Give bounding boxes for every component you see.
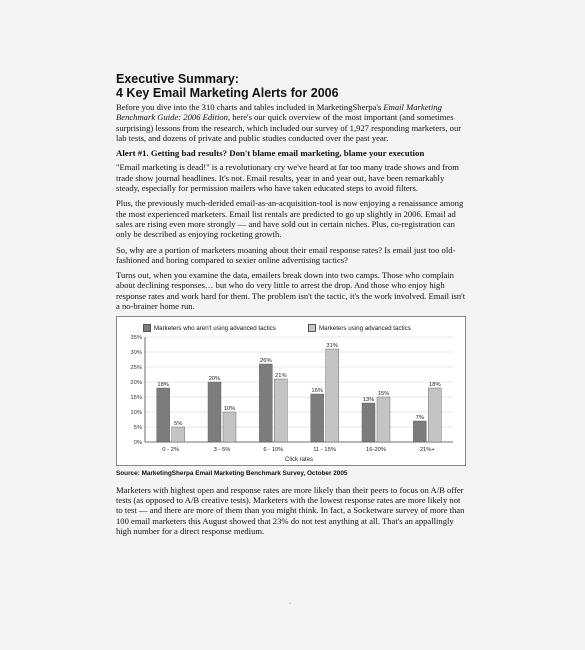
- title-line-1: Executive Summary:: [116, 72, 239, 86]
- x-tick-label: 6 - 10%: [263, 447, 284, 454]
- title-line-2: 4 Key Email Marketing Alerts for 2006: [116, 86, 339, 100]
- data-label: 26%: [260, 358, 272, 365]
- click-rate-chart: [116, 316, 466, 466]
- bar-dark: [259, 364, 272, 442]
- bar-dark: [157, 388, 170, 442]
- legend-label-light: Marketers using advanced tactics: [319, 324, 411, 332]
- bar-light: [428, 388, 441, 442]
- intro-text: Before you dive into the 310 charts and tables included in MarketingSherpa's: [116, 102, 384, 112]
- legend-label-dark: Marketers who aren't using advanced tactics: [154, 324, 276, 332]
- paragraph-3: So, why are a portion of marketers moaning about their email response rates? Is email just too old-fashioned and boring compared to sexier online advertising tactics?: [116, 244, 456, 265]
- bar-light: [326, 349, 339, 442]
- data-label: 15%: [377, 391, 390, 398]
- bar-light: [223, 412, 236, 442]
- data-label: 7%: [415, 415, 425, 422]
- x-tick-label: 0 - 2%: [162, 447, 180, 454]
- y-tick-label: 35%: [130, 335, 142, 342]
- y-tick-label: 15%: [130, 395, 142, 402]
- chart-source: Source: MarketingSherpa Email Marketing Benchmark Survey, October 2005: [116, 470, 348, 478]
- paragraph-2: Plus, the previously much-derided email-as-an-acquisition-tool is now enjoying a renaissance among the most experienced marketers. Email list rentals are predicted to go up slightly in 2006. Email ad sales are rising even more strongly — and have sold out in certain niches. Plus, co-registration can only be described as enjoying rocketing growth.: [116, 198, 464, 240]
- chart-plot: [117, 317, 465, 465]
- intro-italic-title: Email Marketing Benchmark Guide: 2006 Edition: [116, 102, 442, 123]
- x-tick-label: 11 - 15%: [313, 447, 337, 454]
- bar-light: [274, 379, 287, 442]
- bar-dark: [362, 403, 375, 442]
- alert-heading: Alert #1. Getting bad results? Don't blame email marketing, blame your execution: [116, 148, 425, 159]
- x-tick-label: 21%+: [419, 447, 435, 454]
- data-label: 5%: [173, 421, 183, 428]
- data-label: 10%: [223, 406, 236, 413]
- bar-dark: [208, 382, 221, 442]
- data-label: 16%: [311, 388, 323, 395]
- paragraph-1: "Email marketing is dead!" is a revolutionary cry we've heard at far too many trade shows and from trade show journal headlines. It's not. Email results, year in and year out, have been remarkably steady, especially for permission mailers who have taken educated steps to avoid filters.: [116, 162, 459, 194]
- data-label: 31%: [326, 343, 338, 350]
- data-label: 20%: [208, 376, 221, 383]
- paragraph-5: Marketers with highest open and response rates are more likely than their peers to focus on A/B offer tests (as opposed to A/B creative tests). Marketers with the lowest response rates are more likely not to test — and there are more of them than you might think. In fact, a Socketware survey of more than 100 email marketers this August showed that 23% do not test anything at all. That's an appallingly high number for a direct response medium.: [116, 484, 465, 536]
- bar-light: [377, 397, 390, 442]
- bar-dark: [311, 394, 324, 442]
- y-tick-label: 25%: [130, 365, 142, 372]
- paragraph-4: Turns out, when you examine the data, emailers break down into two camps. Those who complain about declining responses… but who do very little to arrest the drop. And those who enjoy high response rates and work hard for them. The problem isn't the tactic, it's the work involved. Email isn't a no-brainer home run.: [116, 270, 466, 312]
- y-tick-label: 5%: [133, 425, 142, 432]
- x-tick-label: 3 - 5%: [213, 447, 231, 454]
- x-axis-label: Click rates: [284, 457, 314, 464]
- y-tick-label: 20%: [130, 380, 142, 387]
- bar-dark: [413, 421, 426, 442]
- data-label: 18%: [157, 382, 169, 389]
- y-tick-label: 30%: [130, 350, 142, 357]
- x-tick-label: 16-20%: [366, 447, 386, 454]
- data-label: 21%: [275, 373, 287, 380]
- data-label: 13%: [362, 397, 375, 404]
- bar-light: [172, 427, 185, 442]
- page-mark: ·: [289, 601, 291, 607]
- y-tick-label: 0%: [133, 440, 142, 447]
- intro-paragraph: [116, 102, 466, 143]
- data-label: 18%: [429, 382, 441, 389]
- y-tick-label: 10%: [130, 410, 142, 417]
- intro-rest: , here's our quick overview of the most important (and sometimes surprising) lessons from the research, which included our survey of 1,927 responding marketers, our lab tests, and dozens of private and public studies conducted over the past year.: [116, 112, 462, 143]
- page-content: [116, 72, 466, 541]
